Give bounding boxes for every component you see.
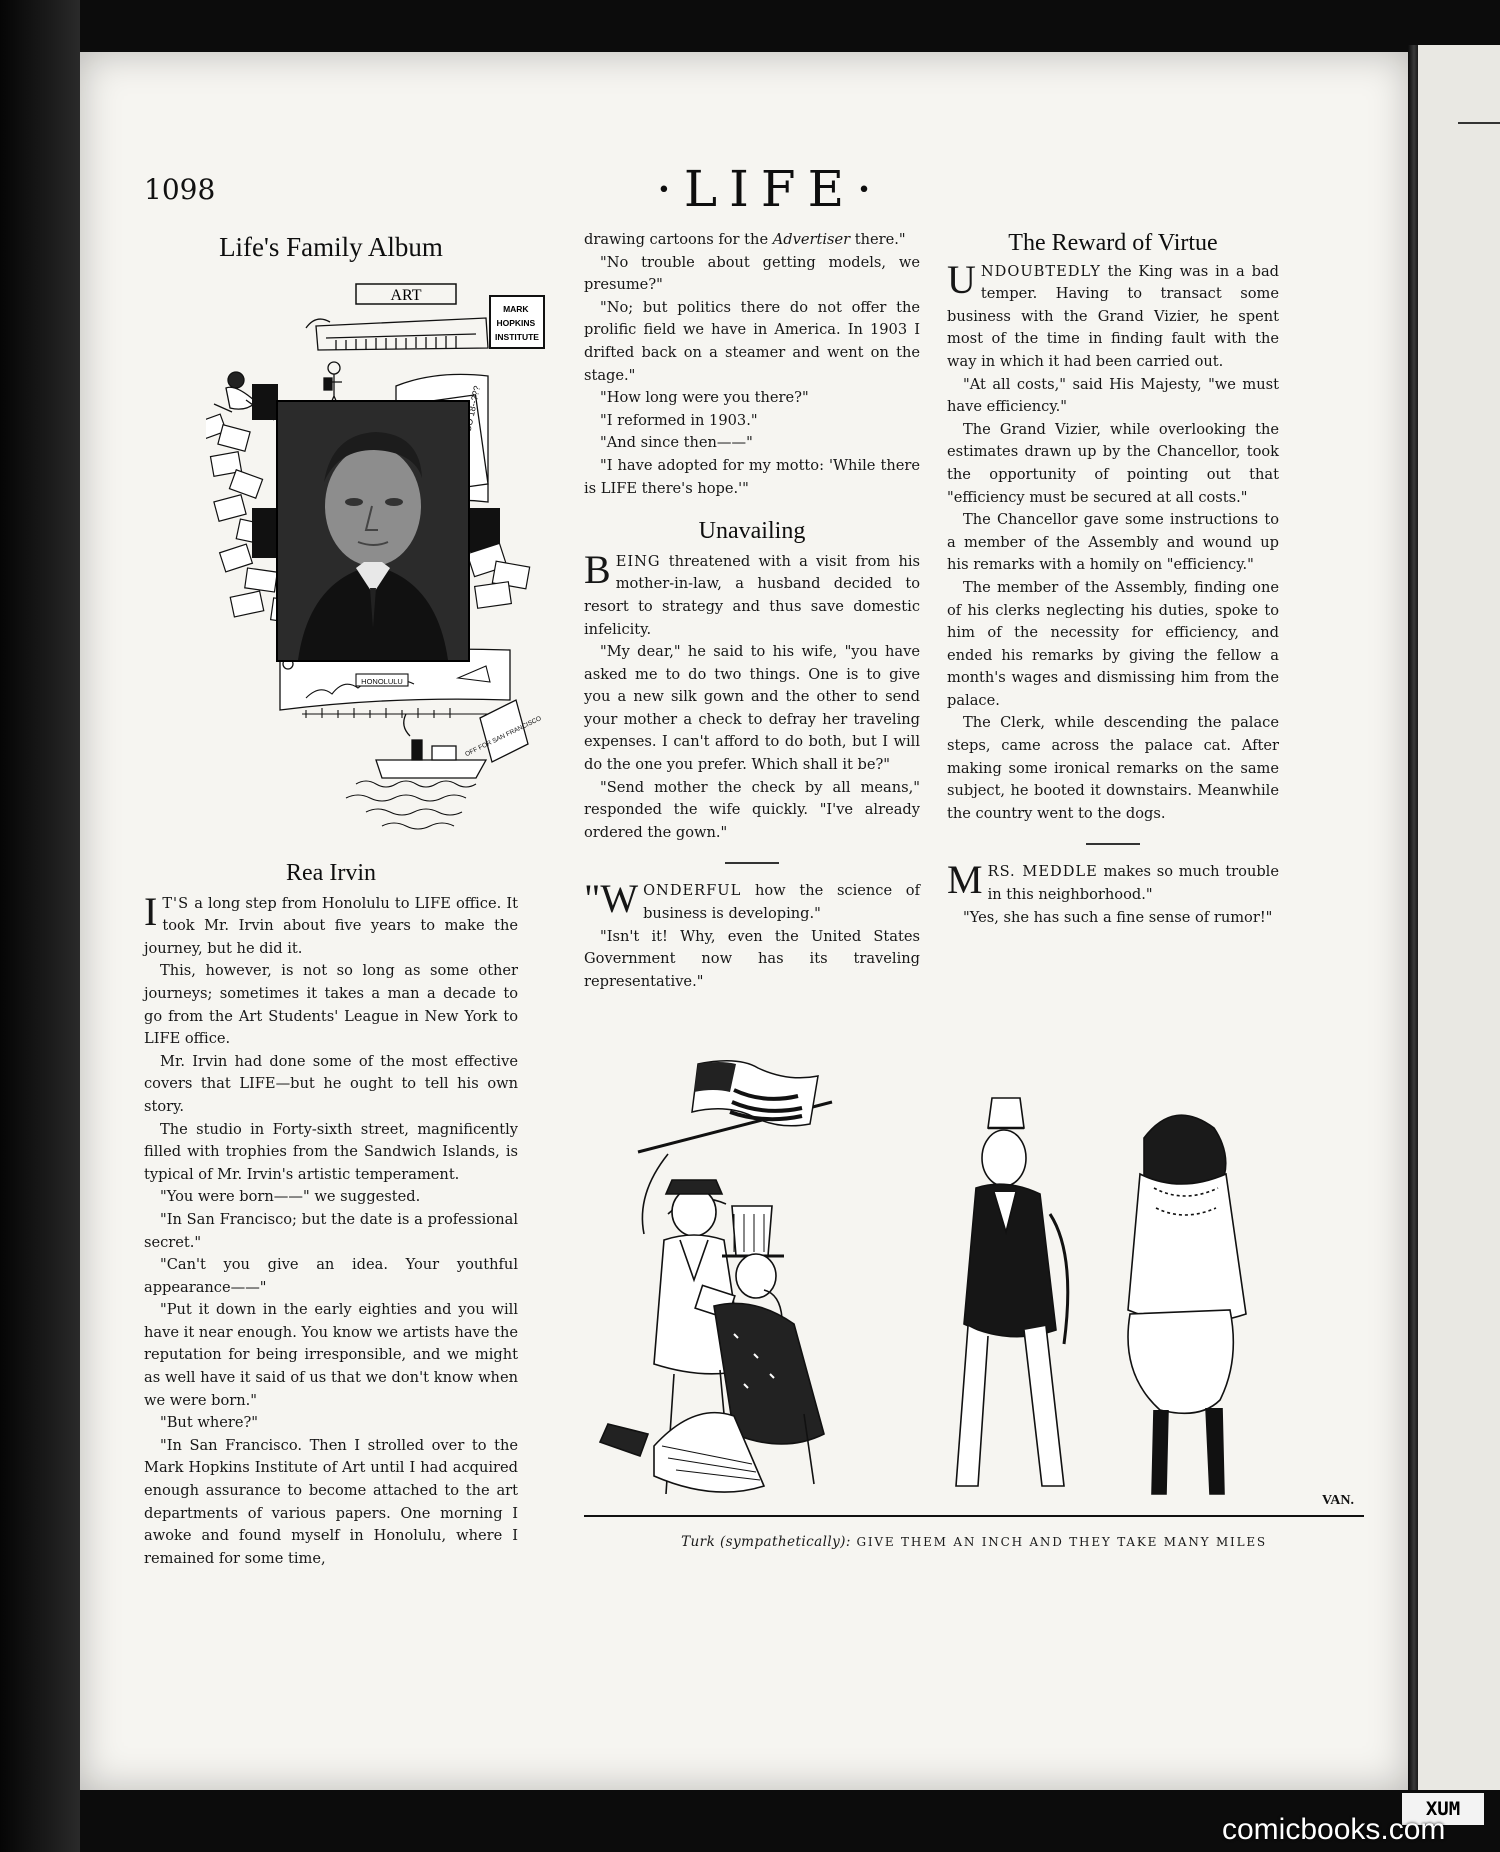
birth-scroll-text: 18--???	[465, 384, 483, 418]
cartoon-signature: VAN.	[1322, 1493, 1355, 1508]
unavailing-paragraph: "Send mother the check by all means," responded the wife quickly. "I've already ordered the gown."	[584, 778, 920, 841]
wonderful-paragraph: "WONDERFUL how the science of business is developing."	[584, 876, 920, 923]
cartoon-caption	[584, 1534, 1364, 1550]
column-2	[584, 229, 920, 993]
reward-paragraph: The member of the Assembly, finding one of his clerks neglecting his duties, spoke to him of the necessity for efficiency, and ended his remarks by giving the fellow a month's wages and dismissing him from the palace.	[947, 578, 1279, 709]
drop-cap: M	[947, 857, 983, 903]
interview-line: "And since then——"	[600, 434, 753, 452]
american-flag	[638, 1061, 832, 1152]
interview-line: "I have adopted for my motto: 'While there is LIFE there's hope.'"	[584, 456, 920, 497]
column-3	[947, 232, 1279, 929]
masthead: ·LIFE·	[656, 160, 884, 218]
honolulu-sign-text: HONOLULU	[361, 677, 403, 686]
veiled-woman-figure	[1128, 1115, 1246, 1494]
meddle-paragraph: MRS. MEDDLE makes so much trouble in this neighborhood."	[947, 857, 1279, 904]
section-divider	[1086, 843, 1140, 845]
turk-cartoon	[584, 1054, 1364, 1528]
interview-line: "No trouble about getting models, we presume?"	[584, 253, 920, 294]
reward-paragraph: "At all costs," said His Majesty, "we must have efficiency."	[947, 375, 1279, 416]
reward-paragraph: The Clerk, while descending the palace steps, came across the palace cat. After making some ironical remarks on the same subject, he booted it downstairs. Meanwhile the country went to the dogs.	[947, 714, 1279, 822]
interview-continuation: drawing cartoons for the Advertiser there."	[584, 231, 906, 248]
svg-text:MARK HOPKINS INSTI: MARK HOPKINS INSTITUTE	[495, 304, 539, 342]
rea-irvin-paragraph: This, however, is not so long as some other journeys; sometimes it takes a man a decade to go from the Art Students' League in New York to LIFE office.	[144, 962, 518, 1048]
watermark: comicbooks.com	[1222, 1813, 1446, 1846]
drop-cap: U	[947, 256, 976, 302]
rea-irvin-paragraph: I T'S a long step from Honolulu to LIFE office. It took Mr. Irvin about five years to make the journey, but he did it.	[144, 888, 518, 957]
rea-irvin-portrait	[276, 400, 470, 662]
unavailing-paragraph: "My dear," he said to his wife, "you have asked me to do two things. One is to give you a new silk gown and the other to send your mother a check to defray her traveling expenses. I can't afford to do both, but I will do the one you prefer. Which shall it be?"	[584, 643, 920, 774]
institute-sign	[490, 296, 544, 348]
ocean-waves	[346, 781, 476, 829]
scan-border-left	[0, 0, 80, 1852]
section-divider	[725, 862, 779, 864]
rea-irvin-column	[144, 862, 518, 1570]
drop-cap: I	[144, 888, 158, 934]
off-sign-text: OFF FOR SAN FRANCISCO	[464, 715, 543, 759]
wonderful-paragraph: "Isn't it! Why, even the United States Government now has its traveling representative."	[584, 927, 920, 990]
steamer-boat	[376, 714, 486, 778]
caption-speaker: Turk (sympathetically):	[681, 1534, 851, 1550]
rea-irvin-paragraph: "Can't you give an idea. Your youthful appearance——"	[144, 1256, 518, 1296]
unavailing-paragraph: BEING threatened with a visit from his mother-in-law, a husband decided to resort to strategy and thus save domestic infelicity.	[584, 546, 920, 638]
reward-paragraph: UNDOUBTEDLY the King was in a bad temper. Having to transact some business with the Grand Vizier, he spent most of the time in finding fault with the way in which it had been carried out.	[947, 256, 1279, 370]
art-banner-text: ART	[390, 287, 422, 304]
family-album-title: Life's Family Album	[219, 232, 443, 262]
facing-page-edge	[1418, 45, 1500, 1790]
rea-irvin-title: Rea Irvin	[286, 860, 376, 886]
drop-cap: B	[584, 546, 611, 592]
interview-line: "No; but politics there do not offer the prolific field we have in America. In 1903 I drifted back on a steamer and went on the stage."	[584, 298, 920, 384]
rea-irvin-paragraph: Mr. Irvin had done some of the most effective covers that LIFE—but he ought to tell his own story.	[144, 1052, 518, 1115]
archive-stamp: XUM	[1402, 1793, 1484, 1825]
rea-irvin-paragraph: "Put it down in the early eighties and you will have it near enough. You know we artists have the reputation for being irresponsible, and we might as well have it said of us that we don't know when we were born."	[144, 1301, 518, 1409]
reward-paragraph: The Chancellor gave some instructions to a member of the Assembly and wound up his remarks with a homily on "efficiency."	[947, 511, 1279, 574]
rea-irvin-paragraph: "But where?"	[160, 1414, 259, 1432]
institute-building	[306, 318, 488, 350]
unavailing-title: Unavailing	[698, 518, 806, 545]
reward-title: The Reward of Virtue	[1008, 230, 1218, 256]
column-1-top	[144, 232, 518, 262]
reward-paragraph: The Grand Vizier, while overlooking the estimates drawn up by the Chancellor, took the opportunity of pointing out that "efficiency must be secured at all costs."	[947, 420, 1279, 506]
rea-irvin-paragraph: The studio in Forty-sixth street, magnificently filled with trophies from the Sandwich Islands, is typical of Mr. Irvin's artistic temperament.	[144, 1120, 518, 1183]
interview-line: "How long were you there?"	[600, 389, 809, 407]
meddle-paragraph: "Yes, she has such a fine sense of rumor!"	[963, 908, 1273, 926]
rea-irvin-paragraph: "In San Francisco; but the date is a professional secret."	[144, 1210, 518, 1251]
drop-cap: "W	[584, 876, 639, 922]
interview-line: "I reformed in 1903."	[600, 411, 758, 429]
caption-quote: GIVE THEM AN INCH AND THEY TAKE MANY MILES	[850, 1535, 1267, 1549]
rea-irvin-paragraph: "In San Francisco. Then I strolled over to the Mark Hopkins Institute of Art until I had acquired enough assurance to become attached to the art departments of various papers. One morning I awoke and found myself in Honolulu, where I remained for some time,	[144, 1436, 518, 1567]
art-banner	[356, 284, 456, 304]
off-for-sf-sign	[464, 700, 542, 762]
page-number: 1098	[144, 173, 216, 206]
rea-irvin-paragraph: "You were born——" we suggested.	[160, 1188, 421, 1206]
turk-figure	[956, 1098, 1068, 1486]
facing-page-rule	[1458, 122, 1500, 124]
